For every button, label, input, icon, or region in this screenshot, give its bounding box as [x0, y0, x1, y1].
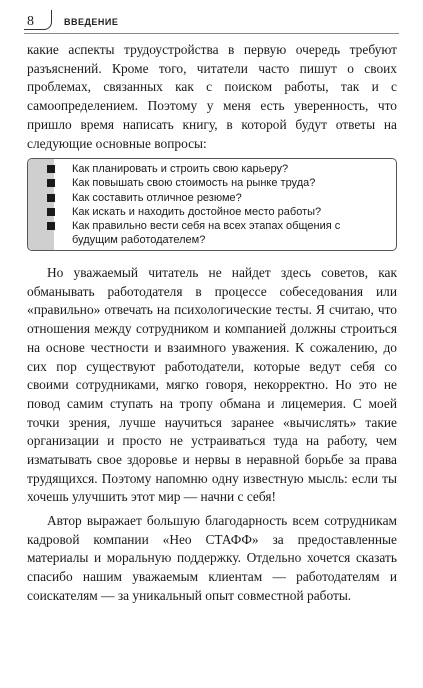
question-item — [28, 205, 372, 219]
question-text: Как составить отличное резюме? — [72, 191, 242, 204]
question-item — [28, 191, 372, 205]
question-item — [28, 219, 372, 248]
square-bullet-icon — [47, 179, 55, 187]
square-bullet-icon — [47, 194, 55, 202]
question-text: Как искать и находить достойное место работы? — [72, 205, 322, 218]
square-bullet-icon — [47, 222, 55, 230]
square-bullet-icon — [47, 165, 55, 173]
square-bullet-icon — [47, 208, 55, 216]
page-number: 8 — [27, 14, 34, 29]
header-rule — [24, 33, 399, 34]
paragraph-honesty: Но уважаемый читатель не найдет здесь советов, как обманывать работодателя в процессе собеседования или «правильно» отвечать на психологические тесты. Я считаю, что отношения между сотрудником и компанией должны строиться на основе честности и взаимного уважения. К сожалению, до сих пор существуют работодатели, которые ведут себя со своими сотрудниками, мягко говоря, некорректно. Но это не повод самим ступать на тропу обмана и лицемерия. С моей точки зрения, лучше научиться заранее «вычислять» такие организации и просто не устраиваться туда на работу, чем изматывать свое здоровье и нервы в неравной борьбе за права трудящихся. Поэтому напомню одну известную мысль: если ты хочешь улучшить этот мир — начни с себя! — [27, 265, 397, 505]
section-title: ВВЕДЕНИЕ — [64, 17, 119, 27]
question-text: Как правильно вести себя на всех этапах общения с будущим работодателем? — [72, 220, 341, 247]
paragraph-intro: какие аспекты трудоустройства в первую очередь требуют разъяснений. Кроме того, читатели часто пишут о своих проблемах, связанных как с поиском работы, так и с самоопределением. Поэтому у меня есть уверенность, что пришло время написать книгу, в которой будут ответы на следующие основные вопросы: — [27, 42, 397, 151]
question-item — [28, 176, 372, 190]
questions-box — [27, 158, 397, 251]
questions-list — [28, 162, 372, 248]
paragraph-acknowledgements: Автор выражает большую благодарность всем сотрудникам кадровой компании «Нео СТАФФ» за предоставленные материалы и моральную поддержку. Отдельно хочется сказать спасибо нашим уважаемым клиентам — работодателям и соискателям — за уникальный опыт совместной работы. — [27, 513, 397, 603]
question-item — [28, 162, 372, 176]
question-text: Как повышать свою стоимость на рынке труда? — [72, 177, 316, 190]
question-text: Как планировать и строить свою карьеру? — [72, 163, 289, 175]
page-header — [0, 0, 423, 34]
